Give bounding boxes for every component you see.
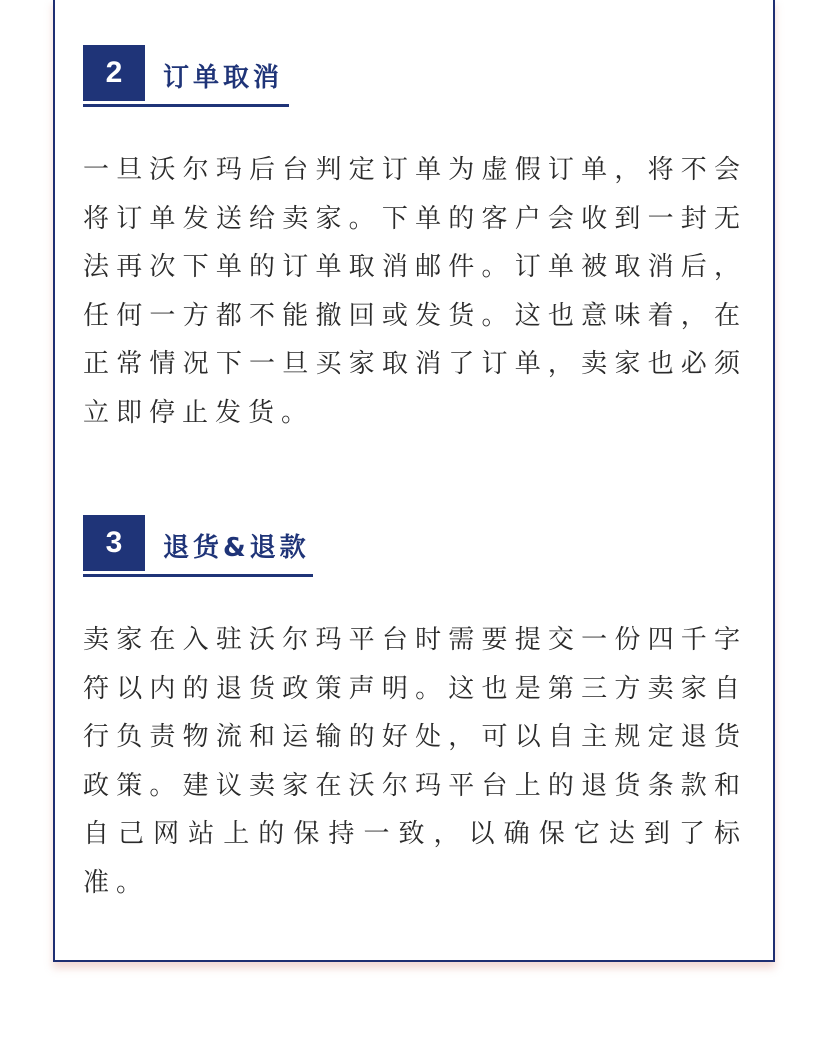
section-body-returns-refunds: 卖家在入驻沃尔玛平台时需要提交一份四千字符以内的退货政策声明。这也是第三方卖家自行负责物流和运输的好处，可以自主规定退货政策。建议卖家在沃尔玛平台上的退货条款和自己网站上的保持一致，以确保它达到了标准。 [83,625,747,898]
section-body-order-cancel: 一旦沃尔玛后台判定订单为虚假订单，将不会将订单发送给卖家。下单的客户会收到一封无法再次下单的订单取消邮件。订单被取消后，任何一方都不能撤回或发货。这也意味着，在正常情况下一旦买家取消了订单，卖家也必须立即停止发货。 [83,155,747,428]
title-underline [83,104,289,107]
section-number-badge: 3 [83,515,145,571]
title-underline [83,574,313,577]
section-title: 退货&退款 [163,533,310,563]
section-number-badge: 2 [83,45,145,101]
section-title: 订单取消 [163,63,284,93]
